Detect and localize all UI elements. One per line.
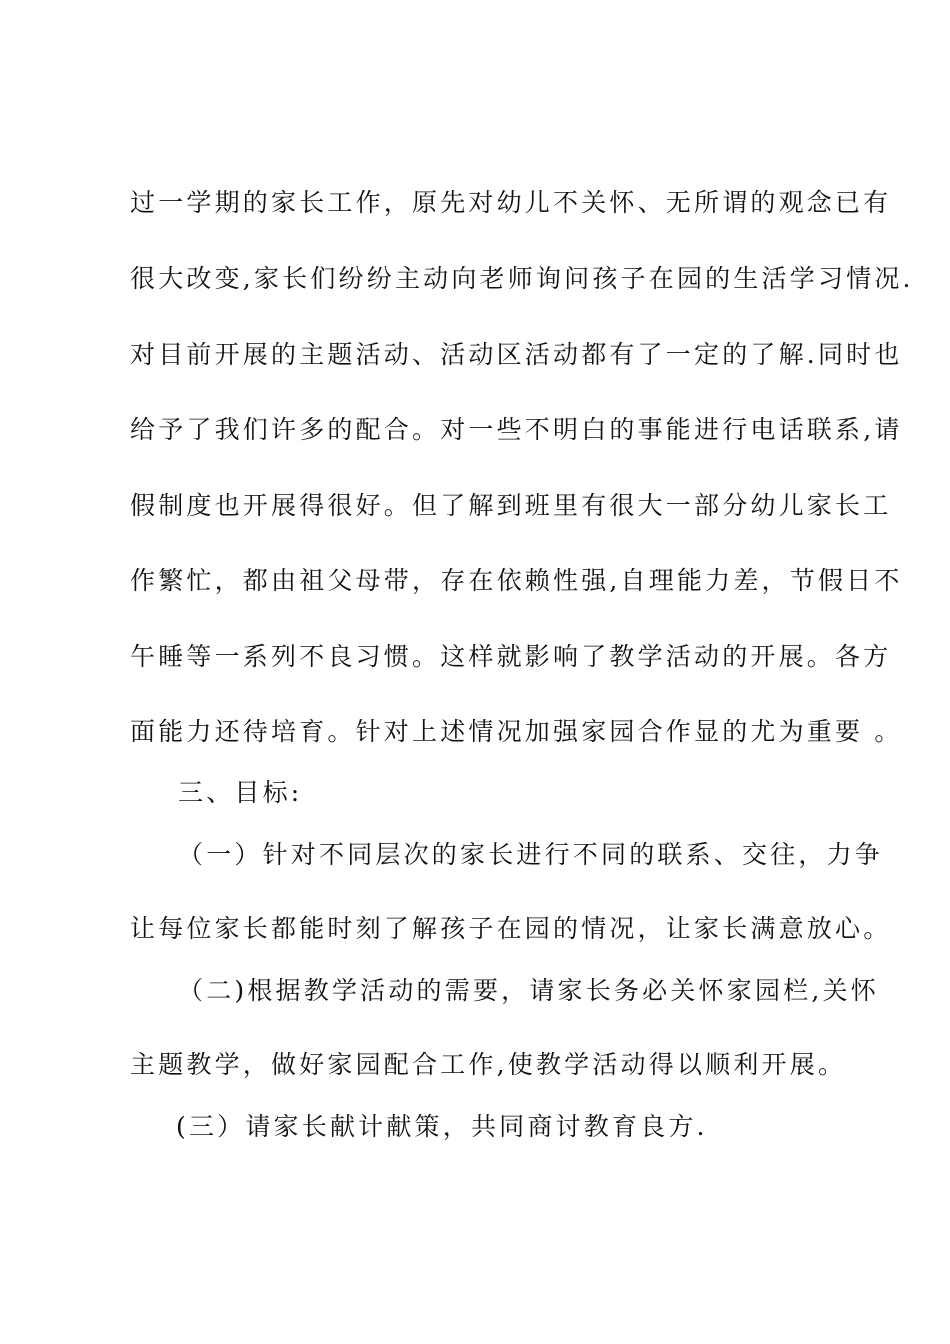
paragraph-line: 很大改变,家长们纷纷主动向老师询问孩子在园的生活学习情况. [130, 264, 914, 293]
list-item-1-line: 让每位家长都能时刻了解孩子在园的情况，让家长满意放心。 [130, 914, 892, 943]
list-item-2-line: 主题教学，做好家园配合工作,使教学活动得以顺利开展。 [130, 1050, 847, 1079]
paragraph-line: 对目前开展的主题活动、活动区活动都有了一定的了解.同时也 [130, 340, 903, 369]
list-item-3-line: (三）请家长献计献策，共同商讨教育良方. [176, 1112, 708, 1141]
paragraph-line: 过一学期的家长工作，原先对幼儿不关怀、无所谓的观念已有 [130, 188, 892, 217]
list-item-2-line: （二)根据教学活动的需要，请家长务必关怀家园栏,关怀 [178, 976, 879, 1005]
paragraph-line: 面能力还待培育。针对上述情况加强家园合作显的尤为重要 。 [130, 717, 903, 746]
paragraph-line: 给予了我们许多的配合。对一些不明白的事能进行电话联系,请 [130, 415, 903, 444]
list-item-1-line: （一）针对不同层次的家长进行不同的联系、交往，力争 [178, 840, 884, 869]
paragraph-line: 假制度也开展得很好。但了解到班里有很大一部分幼儿家长工 [130, 491, 892, 520]
section-heading: 三、目标: [178, 778, 303, 807]
paragraph-line: 午睡等一系列不良习惯。这样就影响了教学活动的开展。各方 [130, 642, 892, 671]
paragraph-line: 作繁忙，都由祖父母带，存在依赖性强,自理能力差，节假日不 [130, 566, 903, 595]
